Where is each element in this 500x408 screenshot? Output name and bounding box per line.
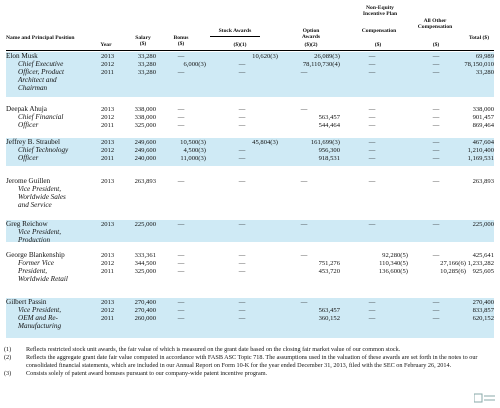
option-cell: 918,531	[318, 155, 340, 162]
option-cell: 751,276	[318, 260, 340, 267]
exec-title-line: Officer, Product	[18, 68, 65, 76]
total-cell: 869,464	[472, 122, 494, 129]
stock-cell: —	[238, 122, 246, 129]
stock-cell: —	[238, 106, 246, 113]
bonus-cell: —	[177, 315, 185, 322]
bonus-cell: —	[177, 307, 185, 314]
stock-cell: —	[238, 221, 246, 228]
footnote-number: (1)	[4, 346, 12, 353]
salary-cell: 260,000	[134, 315, 156, 322]
salary-cell: 325,000	[134, 122, 156, 129]
nonequity-cell: —	[368, 147, 376, 154]
footnote	[4, 370, 484, 377]
header-underline-stock	[210, 36, 260, 37]
header-all-other: All Other Compensation	[417, 18, 453, 30]
option-cell: —	[300, 69, 308, 76]
option-cell: 956,300	[318, 147, 340, 154]
stock-cell: —	[238, 69, 246, 76]
exec-title-line: President,	[18, 267, 48, 275]
watermark-logo	[474, 393, 496, 405]
year-cell: 2011	[101, 69, 114, 76]
exec-name: George Blankenship	[6, 251, 65, 259]
total-cell: 925,605	[472, 268, 494, 275]
salary-cell: 249,600	[134, 139, 156, 146]
nonequity-cell: —	[368, 315, 376, 322]
header-salary: Salary ($)	[135, 35, 151, 47]
footnote-text: Consists solely of patent award bonuses pursuant to our company-wide patent incentive program.	[26, 370, 268, 378]
header-stock-awards-unit: ($)(1)	[233, 42, 247, 48]
nonequity-cell: —	[368, 221, 376, 228]
option-cell: 544,464	[318, 122, 340, 129]
header-all-other-unit: ($)	[432, 42, 440, 48]
nonequity-cell: —	[368, 53, 376, 60]
salary-cell: 33,280	[137, 53, 156, 60]
bonus-cell: —	[177, 122, 185, 129]
total-cell: 338,000	[472, 106, 494, 113]
salary-cell: 240,000	[134, 155, 156, 162]
exec-name: Greg Reichow	[6, 220, 48, 228]
nonequity-cell: —	[368, 106, 376, 113]
bonus-cell: —	[177, 299, 185, 306]
nonequity-cell: 92,280(5)	[382, 252, 408, 259]
other-cell: —	[432, 106, 440, 113]
exec-title-line: OEM and Re-	[18, 314, 58, 322]
year-cell: 2012	[101, 61, 115, 68]
exec-title-line: Architect and	[18, 76, 57, 84]
nonequity-cell: —	[368, 307, 376, 314]
total-cell: 78,150,010	[464, 61, 494, 68]
other-cell: —	[432, 147, 440, 154]
exec-title-line: Vice President,	[18, 228, 62, 236]
salary-cell: 33,280	[137, 61, 156, 68]
header-option-awards: Option Awards	[301, 28, 321, 40]
nonequity-cell: 136,600(5)	[378, 268, 408, 275]
exec-title-line: Vice President,	[18, 185, 62, 193]
exec-title-line: Worldwide Retail	[18, 275, 68, 283]
total-cell: 620,152	[472, 315, 494, 322]
other-cell: 10,285(6)	[440, 268, 466, 275]
header-name: Name and Principal Position	[6, 35, 75, 41]
salary-cell: 270,400	[134, 307, 156, 314]
option-cell: 453,720	[318, 268, 340, 275]
nonequity-cell: —	[368, 178, 376, 185]
stock-cell: —	[238, 155, 246, 162]
other-cell: —	[432, 315, 440, 322]
bonus-cell: 10,500(3)	[180, 139, 206, 146]
year-cell: 2012	[101, 147, 115, 154]
nonequity-cell: —	[368, 122, 376, 129]
other-cell: —	[432, 69, 440, 76]
exec-name: Elon Musk	[6, 52, 38, 60]
total-cell: 1,210,400	[467, 147, 494, 154]
exec-block-straubel	[6, 138, 494, 166]
option-cell: —	[300, 299, 308, 306]
bonus-cell: —	[177, 252, 185, 259]
exec-title-line: Worldwide Sales	[18, 193, 66, 201]
total-cell: 833,857	[472, 307, 494, 314]
exec-block-passin	[6, 298, 494, 338]
bonus-cell: —	[177, 69, 185, 76]
stock-cell: 45,804(3)	[252, 139, 278, 146]
stock-cell: —	[238, 178, 246, 185]
bonus-cell: —	[177, 268, 185, 275]
year-cell: 2013	[101, 106, 115, 113]
stock-cell: —	[238, 268, 246, 275]
stock-cell: 10,620(3)	[252, 53, 278, 60]
total-cell: 901,457	[472, 114, 494, 121]
exec-name: Jerome Guillen	[6, 177, 51, 185]
option-cell: —	[300, 252, 308, 259]
exec-title-line: Vice President,	[18, 306, 62, 314]
stock-cell: —	[238, 299, 246, 306]
exec-title-line: Chief Executive	[18, 60, 64, 68]
exec-block-ahuja	[6, 106, 494, 132]
bonus-cell: 4,500(3)	[183, 147, 206, 154]
option-cell: 78,110,730(4)	[302, 61, 340, 68]
other-cell: —	[432, 139, 440, 146]
salary-cell: 33,280	[137, 69, 156, 76]
salary-cell: 249,600	[134, 147, 156, 154]
stock-cell: —	[238, 61, 246, 68]
total-cell: 425,641	[472, 252, 494, 259]
bonus-cell: —	[177, 260, 185, 267]
header-non-equity: Non-Equity Incentive Plan	[362, 5, 398, 17]
total-cell: 263,893	[472, 178, 494, 185]
exec-title-line: Manufacturing	[18, 322, 62, 330]
stock-cell: —	[238, 307, 246, 314]
year-cell: 2012	[101, 114, 115, 121]
bonus-cell: —	[177, 221, 185, 228]
salary-cell: 338,000	[134, 114, 156, 121]
bonus-cell: —	[177, 53, 185, 60]
exec-block-musk	[6, 52, 494, 97]
other-cell: —	[432, 53, 440, 60]
year-cell: 2011	[101, 122, 114, 129]
header-total: Total ($)	[468, 35, 490, 41]
exec-block-guillen	[6, 177, 494, 209]
footnote-text: Reflects restricted stock unit awards, the fair value of which is measured on the grant date based on the closing fair market value of our common stock.	[26, 346, 401, 353]
year-cell: 2013	[101, 53, 115, 60]
stock-cell: —	[238, 114, 246, 121]
other-cell: —	[432, 221, 440, 228]
footnotes	[4, 346, 484, 379]
total-cell: 1,169,531	[467, 155, 494, 162]
option-cell: 563,457	[318, 114, 340, 121]
logo-mark-icon	[474, 393, 496, 403]
footnote	[4, 354, 484, 369]
total-cell: 1,233,282	[467, 260, 494, 267]
other-cell: —	[432, 155, 440, 162]
exec-block-blankenship	[6, 251, 494, 283]
year-cell: 2012	[101, 260, 115, 267]
exec-title-line: Chairman	[18, 84, 48, 92]
header-option-awards-unit: ($)(2)	[304, 42, 318, 48]
year-cell: 2013	[101, 139, 115, 146]
exec-title-line: Former Vice	[18, 259, 54, 267]
stock-cell: —	[238, 260, 246, 267]
nonequity-cell: 110,340(5)	[379, 260, 408, 267]
year-cell: 2013	[101, 252, 115, 259]
option-cell: 360,152	[318, 315, 340, 322]
year-cell: 2013	[101, 178, 115, 185]
bonus-cell: 11,000(3)	[180, 155, 206, 162]
total-cell: 467,604	[472, 139, 494, 146]
footnote-number: (3)	[4, 370, 12, 378]
header-year: Year	[100, 42, 112, 48]
option-cell: 161,699(3)	[310, 139, 340, 146]
nonequity-cell: —	[368, 69, 376, 76]
total-cell: 225,000	[472, 221, 494, 228]
nonequity-cell: —	[368, 299, 376, 306]
exec-name: Deepak Ahuja	[6, 105, 47, 113]
option-cell: 563,457	[318, 307, 340, 314]
nonequity-cell: —	[368, 155, 376, 162]
salary-cell: 325,000	[134, 268, 156, 275]
bonus-cell: —	[177, 106, 185, 113]
other-cell: —	[432, 61, 440, 68]
footnote-number: (2)	[4, 354, 12, 362]
stock-cell: —	[238, 315, 246, 322]
footnote-text: Reflects the aggregate grant date fair value computed in accordance with FASB ASC Topic 718. The assumptions used in the valuation of these awards are set forth in the notes to our consolidated financial statements, which are included in our Annual Report on Form 10-K for the year ended December 31, 2013, filed with the SEC on February 26, 2014.	[26, 354, 478, 369]
header-bottom-rule	[6, 50, 494, 51]
exec-title-line: Officer	[18, 154, 39, 162]
bonus-cell: —	[177, 178, 185, 185]
year-cell: 2013	[101, 221, 115, 228]
bonus-cell: 6,000(3)	[183, 61, 206, 68]
salary-cell: 225,000	[134, 221, 156, 228]
header-non-equity-comp: Compensation	[361, 28, 397, 34]
other-cell: —	[432, 252, 440, 259]
other-cell: —	[432, 307, 440, 314]
total-cell: 33,280	[475, 69, 494, 76]
header-stock-awards: Stock Awards	[218, 28, 252, 34]
other-cell: —	[432, 114, 440, 121]
salary-cell: 270,400	[134, 299, 156, 306]
header-non-equity-unit: ($)	[374, 42, 382, 48]
exec-name: Jeffrey B. Straubel	[6, 138, 60, 146]
salary-cell: 263,893	[134, 178, 156, 185]
exec-title-line: Production	[18, 236, 51, 244]
header-bonus: Bonus ($)	[173, 35, 189, 47]
year-cell: 2011	[101, 268, 114, 275]
other-cell: —	[432, 178, 440, 185]
bonus-cell: —	[177, 114, 185, 121]
option-cell: —	[300, 106, 308, 113]
total-cell: 270,400	[472, 299, 494, 306]
other-cell: 27,166(6)	[440, 260, 466, 267]
exec-title-line: and Service	[18, 201, 52, 209]
stock-cell: —	[238, 147, 246, 154]
exec-title-line: Chief Technology	[18, 146, 69, 154]
other-cell: —	[432, 122, 440, 129]
nonequity-cell: —	[368, 114, 376, 121]
salary-cell: 338,000	[134, 106, 156, 113]
nonequity-cell: —	[368, 61, 376, 68]
exec-name: Gilbert Passin	[6, 298, 47, 306]
exec-title-line: Officer	[18, 121, 39, 129]
total-cell: 69,989	[475, 53, 494, 60]
footnote	[4, 346, 484, 353]
exec-block-reichow	[6, 220, 494, 242]
other-cell: —	[432, 299, 440, 306]
salary-cell: 333,361	[134, 252, 156, 259]
year-cell: 2011	[101, 155, 114, 162]
nonequity-cell: —	[368, 139, 376, 146]
year-cell: 2011	[101, 315, 114, 322]
exec-title-line: Chief Financial	[18, 113, 64, 121]
salary-cell: 344,500	[134, 260, 156, 267]
option-cell: —	[300, 221, 308, 228]
year-cell: 2013	[101, 299, 115, 306]
stock-cell: —	[238, 252, 246, 259]
option-cell: 26,089(3)	[314, 53, 340, 60]
option-cell: —	[300, 178, 308, 185]
year-cell: 2012	[101, 307, 115, 314]
